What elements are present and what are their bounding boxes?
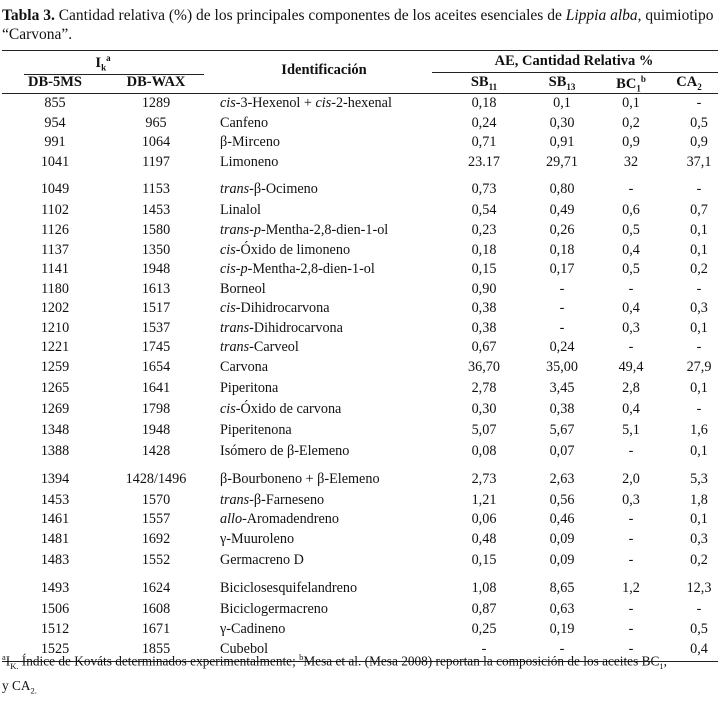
cell-sb13: 0,30 bbox=[549, 114, 575, 131]
compound-name-part: trans bbox=[220, 339, 250, 355]
compound-name-part: Piperitona bbox=[220, 380, 279, 397]
cell-bc1: 0,3 bbox=[622, 491, 640, 508]
cell-dbwax: 1153 bbox=[142, 180, 170, 197]
cell-bc1: 0,6 bbox=[622, 201, 640, 218]
cell-sb11: 0,48 bbox=[471, 531, 497, 548]
cell-db5ms: 1137 bbox=[41, 241, 69, 258]
compound-name-part: -Carveol bbox=[249, 339, 299, 355]
cell-sb13: - bbox=[559, 300, 565, 316]
cell-ca2: 0,5 bbox=[690, 114, 708, 131]
table-row bbox=[2, 260, 724, 280]
compound-name-part: cis bbox=[220, 241, 236, 258]
table-row bbox=[2, 572, 724, 600]
table-body bbox=[2, 94, 724, 660]
cell-sb11: 0,24 bbox=[471, 114, 497, 131]
cell-dbwax: 1798 bbox=[141, 401, 171, 418]
compound-name-part: -Mentha-2,8-dien-1-ol bbox=[247, 261, 375, 277]
cell-sb11: 5,07 bbox=[471, 422, 497, 439]
footnote: $^aI_{K.}$ Índice de Kováts determinados experimentalmente; $^b$Mesa et al. (Mesa 2008) reportan la composición de los aceites $BC_1$, y $CA_{2.}$ bbox=[2, 652, 667, 696]
cell-dbwax: 1580 bbox=[141, 222, 171, 238]
cell-bc1: - bbox=[628, 180, 634, 197]
cell-db5ms: 1259 bbox=[40, 359, 70, 376]
cell-sb11: 0,15 bbox=[471, 261, 497, 277]
cell-sb11: 1,08 bbox=[471, 580, 497, 596]
cell-dbwax: 965 bbox=[145, 114, 167, 131]
cell-db5ms: 1049 bbox=[40, 180, 70, 197]
cell-db5ms: 1348 bbox=[40, 422, 70, 439]
cell-db5ms: 1265 bbox=[40, 380, 70, 397]
table-top-rule bbox=[2, 50, 718, 51]
cell-sb13: 0,49 bbox=[549, 201, 575, 218]
header-ca2: $CA_2$ bbox=[676, 74, 702, 92]
compound-name-part: -Óxido de carvona bbox=[235, 401, 342, 418]
compound-name-part: cis bbox=[220, 300, 236, 316]
cell-db5ms: 1525 bbox=[40, 641, 70, 657]
cell-dbwax: 1745 bbox=[141, 339, 171, 355]
cell-identificacion bbox=[204, 421, 442, 442]
compound-name-part: γ-Cadineno bbox=[220, 620, 286, 637]
cell-bc1: - bbox=[628, 641, 634, 657]
cell-dbwax: 1624 bbox=[141, 580, 171, 596]
compound-name-part: -Dihidrocarvona bbox=[249, 319, 343, 336]
cell-bc1: - bbox=[628, 280, 634, 297]
cell-dbwax: 1557 bbox=[141, 511, 171, 527]
cell-dbwax: 1197 bbox=[142, 153, 170, 170]
cell-db5ms: 1461 bbox=[40, 511, 70, 527]
compound-name-part: β-Mirceno bbox=[220, 134, 281, 150]
table-row bbox=[2, 551, 724, 572]
cell-sb11: 23.17 bbox=[468, 153, 500, 170]
compound-name-part: Borneol bbox=[220, 280, 266, 297]
cell-ca2: 0,7 bbox=[690, 201, 708, 218]
header-sb13: $SB_{13}$ bbox=[548, 74, 576, 92]
cell-ca2: - bbox=[696, 339, 702, 355]
cell-ca2: 0,2 bbox=[690, 552, 708, 569]
cell-db5ms: 1102 bbox=[41, 201, 69, 218]
cell-ca2: 0,1 bbox=[690, 380, 708, 397]
cell-dbwax: 1948 bbox=[141, 261, 171, 277]
cell-dbwax: 1552 bbox=[141, 552, 171, 569]
cell-db5ms: 1483 bbox=[40, 552, 70, 569]
compound-name-part: trans bbox=[220, 491, 250, 508]
cell-sb11: 0,18 bbox=[471, 95, 497, 111]
header-bc1: $BC_1^b$ bbox=[616, 74, 646, 94]
cell-sb11: 0,06 bbox=[471, 511, 497, 527]
cell-sb13: 0,09 bbox=[549, 552, 575, 569]
compound-name-part: cis bbox=[220, 401, 236, 418]
cell-ca2: 0,3 bbox=[690, 300, 708, 316]
cell-ca2: 27,9 bbox=[686, 359, 712, 376]
cell-dbwax: 1570 bbox=[141, 491, 171, 508]
cell-identificacion bbox=[204, 114, 442, 134]
cell-identificacion bbox=[204, 379, 442, 400]
compound-name-part: Biciclosesquifelandreno bbox=[220, 580, 358, 596]
cell-identificacion bbox=[204, 260, 442, 280]
compound-name-part: trans-p bbox=[220, 222, 261, 238]
header-ik: $I_k^a$ bbox=[95, 53, 111, 73]
cell-identificacion bbox=[204, 299, 442, 319]
cell-bc1: 0,9 bbox=[622, 134, 640, 150]
cell-sb11: 0,71 bbox=[471, 134, 497, 150]
cell-ca2: 1,8 bbox=[690, 491, 708, 508]
cell-ca2: - bbox=[696, 180, 702, 197]
cell-identificacion bbox=[204, 241, 442, 261]
cell-bc1: 1,2 bbox=[622, 580, 640, 596]
cell-sb13: 0,24 bbox=[549, 339, 575, 355]
cell-ca2: 1,6 bbox=[690, 422, 708, 439]
compound-name-part: -3-Hexenol + bbox=[235, 95, 316, 111]
cell-ca2: 0,2 bbox=[690, 261, 708, 277]
cell-ca2: - bbox=[696, 401, 702, 418]
cell-dbwax: 1289 bbox=[141, 95, 171, 111]
caption-text-end: , quimiotipo “Carvona”. bbox=[2, 7, 714, 43]
compound-name-part: Cubebol bbox=[220, 641, 269, 657]
table-row bbox=[2, 153, 724, 173]
table-row bbox=[2, 172, 724, 200]
cell-dbwax: 1613 bbox=[141, 280, 171, 297]
cell-dbwax: 1428 bbox=[141, 443, 171, 460]
cell-ca2: 0,5 bbox=[690, 620, 708, 637]
compound-name-part: Linalol bbox=[220, 201, 261, 218]
cell-sb13: 0,56 bbox=[549, 491, 575, 508]
cell-sb13: 0,38 bbox=[549, 401, 575, 418]
cell-sb11: 36,70 bbox=[468, 359, 500, 376]
cell-sb11: 0,73 bbox=[471, 180, 497, 197]
cell-db5ms: 1481 bbox=[40, 531, 70, 548]
cell-bc1: 2,0 bbox=[622, 471, 640, 487]
cell-identificacion bbox=[204, 442, 442, 463]
cell-bc1: 0,2 bbox=[622, 114, 640, 131]
compound-name-part: Limoneno bbox=[220, 153, 279, 170]
cell-ca2: 0,1 bbox=[690, 222, 708, 238]
compound-name-part: Biciclogermacreno bbox=[220, 600, 328, 617]
header-ae-group: AE, Cantidad Relativa % bbox=[494, 53, 654, 69]
cell-bc1: - bbox=[628, 620, 634, 637]
cell-identificacion bbox=[204, 510, 442, 530]
cell-bc1: 0,3 bbox=[622, 319, 640, 336]
compound-name-part: trans bbox=[220, 180, 250, 197]
compound-name-part: Germacreno D bbox=[220, 552, 304, 569]
cell-sb13: 29,71 bbox=[546, 153, 578, 170]
cell-sb13: 0,26 bbox=[549, 222, 575, 238]
cell-ca2: 0,9 bbox=[690, 134, 708, 150]
cell-identificacion bbox=[204, 530, 442, 551]
cell-sb11: 0,54 bbox=[471, 201, 497, 218]
cell-sb13: - bbox=[559, 319, 565, 336]
cell-identificacion bbox=[204, 338, 442, 358]
cell-sb13: 0,1 bbox=[553, 95, 571, 111]
compound-name-part: -Mentha-2,8-dien-1-ol bbox=[261, 222, 389, 238]
cell-dbwax: 1350 bbox=[141, 241, 171, 258]
cell-ca2: 5,3 bbox=[690, 471, 708, 487]
cell-db5ms: 1041 bbox=[40, 153, 70, 170]
cell-ca2: 0,1 bbox=[690, 443, 708, 460]
cell-identificacion bbox=[204, 319, 442, 339]
cell-sb13: 2,63 bbox=[549, 471, 575, 487]
cell-dbwax: 1948 bbox=[141, 422, 171, 439]
cell-identificacion bbox=[204, 133, 442, 153]
table-caption bbox=[2, 6, 718, 44]
compound-name-part: -Óxido de limoneno bbox=[235, 241, 351, 258]
table-row bbox=[2, 421, 724, 442]
cell-dbwax: 1064 bbox=[141, 134, 171, 150]
cell-db5ms: 1180 bbox=[41, 280, 69, 297]
cell-identificacion bbox=[204, 600, 442, 620]
cell-db5ms: 1210 bbox=[40, 319, 70, 336]
cell-sb11: 0,90 bbox=[471, 280, 497, 297]
table-row bbox=[2, 94, 724, 114]
table-row bbox=[2, 510, 724, 530]
cell-bc1: 0,5 bbox=[622, 222, 640, 238]
cell-bc1: - bbox=[628, 511, 634, 527]
cell-dbwax: 1517 bbox=[141, 300, 171, 316]
cell-sb13: 0,80 bbox=[549, 180, 575, 197]
table-row bbox=[2, 241, 724, 261]
cell-sb11: 0,25 bbox=[471, 620, 497, 637]
cell-db5ms: 1453 bbox=[40, 491, 70, 508]
header-sb11: $SB_{11}$ bbox=[470, 74, 498, 92]
cell-bc1: 0,4 bbox=[622, 241, 640, 258]
header-identificacion: Identificación bbox=[281, 62, 367, 78]
cell-sb11: 0,18 bbox=[471, 241, 497, 258]
cell-sb13: 0,18 bbox=[549, 241, 575, 258]
cell-dbwax: 1608 bbox=[141, 600, 171, 617]
compound-name-part: -β-Ocimeno bbox=[249, 180, 318, 197]
cell-identificacion bbox=[204, 572, 442, 600]
table-row bbox=[2, 400, 724, 421]
table-row bbox=[2, 379, 724, 400]
cell-ca2: 0,1 bbox=[690, 511, 708, 527]
header-ae-rule bbox=[432, 72, 718, 73]
table-row bbox=[2, 114, 724, 134]
header-db5ms: DB-5MS bbox=[28, 74, 82, 90]
cell-sb13: 5,67 bbox=[549, 422, 575, 439]
cell-sb13: 8,65 bbox=[549, 580, 575, 596]
table-row bbox=[2, 280, 724, 300]
cell-ca2: - bbox=[696, 600, 702, 617]
compound-name-part: γ-Muuroleno bbox=[220, 531, 295, 548]
cell-db5ms: 991 bbox=[44, 134, 66, 150]
cell-dbwax: 1453 bbox=[141, 201, 171, 218]
cell-sb13: 35,00 bbox=[546, 359, 578, 376]
compound-name-part: -Dihidrocarvona bbox=[235, 300, 330, 316]
compound-name-part: cis bbox=[315, 95, 332, 111]
table-row bbox=[2, 463, 724, 491]
compound-name-part: allo bbox=[220, 511, 243, 527]
cell-identificacion bbox=[204, 280, 442, 300]
compound-name-part: -2-hexenal bbox=[331, 95, 392, 111]
cell-bc1: - bbox=[628, 531, 634, 548]
cell-sb11: 0,30 bbox=[471, 401, 497, 418]
cell-bc1: 32 bbox=[623, 153, 639, 170]
cell-ca2: 0,1 bbox=[690, 319, 708, 336]
cell-db5ms: 1506 bbox=[40, 600, 70, 617]
cell-sb13: 0,91 bbox=[549, 134, 575, 150]
table-row bbox=[2, 530, 724, 551]
cell-bc1: 49,4 bbox=[618, 359, 644, 376]
cell-dbwax: 1641 bbox=[141, 380, 171, 397]
compound-name-part: -β-Farneseno bbox=[249, 491, 325, 508]
cell-identificacion bbox=[204, 200, 442, 221]
table-row bbox=[2, 619, 724, 640]
cell-identificacion bbox=[204, 491, 442, 511]
cell-db5ms: 855 bbox=[44, 95, 66, 111]
caption-text: Cantidad relativa (%) de los principales componentes de los aceites esenciales de bbox=[54, 7, 566, 24]
table-row bbox=[2, 221, 724, 241]
cell-sb13: 3,45 bbox=[549, 380, 575, 397]
cell-bc1: - bbox=[628, 443, 634, 460]
cell-identificacion bbox=[204, 221, 442, 241]
cell-dbwax: 1671 bbox=[141, 620, 171, 637]
cell-sb11: 2,78 bbox=[471, 380, 497, 397]
cell-identificacion bbox=[204, 172, 442, 200]
compound-name-part: -Aromadendreno bbox=[242, 511, 339, 527]
data-table bbox=[2, 94, 724, 660]
table-row bbox=[2, 442, 724, 463]
cell-bc1: 5,1 bbox=[622, 422, 640, 439]
table-row bbox=[2, 133, 724, 153]
cell-sb11: 0,67 bbox=[471, 339, 497, 355]
cell-sb13: 0,46 bbox=[549, 511, 575, 527]
table-row bbox=[2, 200, 724, 221]
cell-ca2: 37,1 bbox=[686, 153, 712, 170]
cell-ca2: 0,1 bbox=[690, 241, 708, 258]
cell-bc1: - bbox=[628, 600, 634, 617]
cell-ca2: 0,3 bbox=[690, 531, 708, 548]
compound-name-part: cis-p bbox=[220, 261, 248, 277]
cell-dbwax: 1692 bbox=[141, 531, 171, 548]
compound-name-part: Canfeno bbox=[220, 114, 269, 131]
cell-db5ms: 1221 bbox=[40, 339, 70, 355]
cell-sb11: 0,23 bbox=[471, 222, 497, 238]
cell-bc1: 0,4 bbox=[622, 401, 640, 418]
compound-name-part: Isómero de β-Elemeno bbox=[220, 443, 350, 460]
cell-bc1: - bbox=[628, 552, 634, 569]
cell-ca2: 0,4 bbox=[690, 641, 708, 657]
cell-db5ms: 1493 bbox=[40, 580, 70, 596]
cell-sb11: 0,15 bbox=[471, 552, 497, 569]
cell-db5ms: 1141 bbox=[41, 261, 69, 277]
cell-ca2: - bbox=[696, 95, 702, 111]
table-row bbox=[2, 358, 724, 379]
cell-sb13: 0,07 bbox=[549, 443, 575, 460]
cell-db5ms: 1512 bbox=[40, 620, 70, 637]
table-row bbox=[2, 491, 724, 511]
compound-name-part: cis bbox=[220, 95, 236, 111]
cell-sb13: - bbox=[559, 280, 565, 297]
cell-dbwax: 1654 bbox=[141, 359, 171, 376]
cell-identificacion bbox=[204, 551, 442, 572]
cell-sb11: 0,38 bbox=[471, 300, 497, 316]
cell-identificacion bbox=[204, 463, 442, 491]
cell-sb13: 0,09 bbox=[549, 531, 575, 548]
cell-bc1: 0,4 bbox=[622, 300, 640, 316]
cell-sb11: 1,21 bbox=[471, 491, 497, 508]
cell-sb11: 0,87 bbox=[471, 600, 497, 617]
cell-bc1: - bbox=[628, 339, 634, 355]
cell-dbwax: 1428/1496 bbox=[125, 471, 187, 487]
cell-identificacion bbox=[204, 619, 442, 640]
cell-db5ms: 1388 bbox=[40, 443, 70, 460]
header-dbwax: DB-WAX bbox=[126, 74, 186, 90]
cell-bc1: 0,5 bbox=[622, 261, 640, 277]
cell-ca2: 12,3 bbox=[686, 580, 712, 596]
cell-db5ms: 1202 bbox=[40, 300, 70, 316]
cell-bc1: 2,8 bbox=[622, 380, 640, 397]
cell-identificacion bbox=[204, 358, 442, 379]
cell-sb11: 2,73 bbox=[471, 471, 497, 487]
compound-name-part: Piperitenona bbox=[220, 422, 292, 439]
cell-identificacion bbox=[204, 400, 442, 421]
cell-bc1: 0,1 bbox=[622, 95, 640, 111]
cell-db5ms: 1126 bbox=[41, 222, 69, 238]
table-label: Tabla 3. bbox=[2, 7, 55, 24]
cell-db5ms: 1269 bbox=[40, 401, 70, 418]
cell-sb13: 0,63 bbox=[549, 600, 575, 617]
compound-name-part: Carvona bbox=[220, 359, 269, 376]
cell-sb13: 0,17 bbox=[549, 261, 575, 277]
cell-db5ms: 1394 bbox=[40, 471, 70, 487]
compound-name-part: β-Bourboneno + β-Elemeno bbox=[220, 471, 380, 487]
cell-ca2: - bbox=[696, 280, 702, 297]
compound-name-part: trans bbox=[220, 319, 250, 336]
cell-sb13: 0,19 bbox=[549, 620, 575, 637]
cell-sb11: 0,38 bbox=[471, 319, 497, 336]
cell-identificacion bbox=[204, 153, 442, 173]
cell-db5ms: 954 bbox=[44, 114, 66, 131]
table-row bbox=[2, 600, 724, 620]
cell-dbwax: 1537 bbox=[141, 319, 171, 336]
cell-dbwax: 1855 bbox=[141, 641, 171, 657]
caption-species: Lippia alba bbox=[565, 7, 638, 24]
table-row bbox=[2, 299, 724, 319]
cell-sb13: - bbox=[559, 641, 565, 657]
cell-sb11: - bbox=[481, 641, 487, 657]
table-row bbox=[2, 338, 724, 358]
table-row bbox=[2, 319, 724, 339]
cell-sb11: 0,08 bbox=[471, 443, 497, 460]
cell-identificacion bbox=[204, 94, 442, 114]
